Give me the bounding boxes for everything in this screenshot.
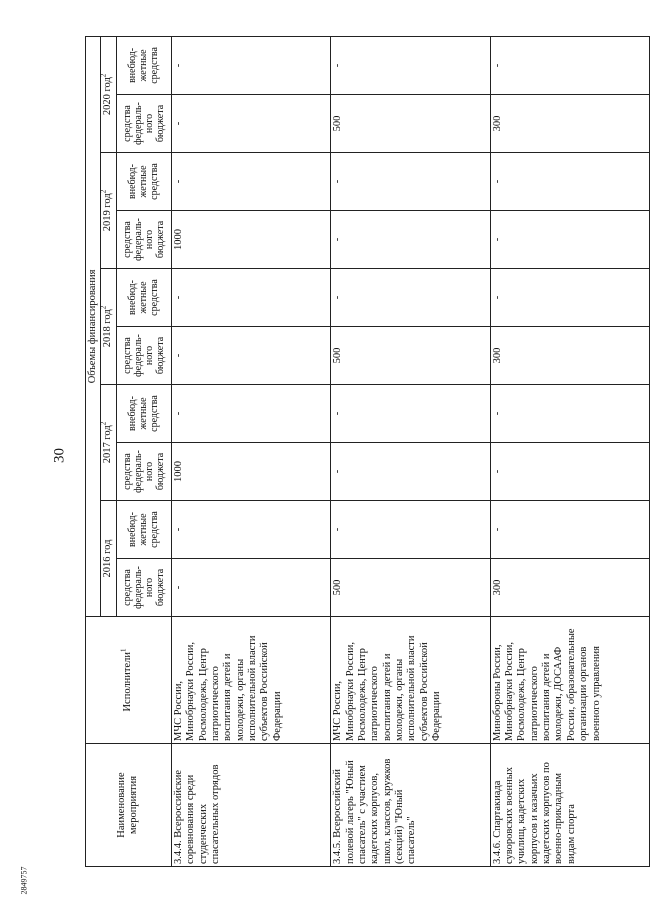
header-funding: Объемы финансирования <box>86 36 101 616</box>
page-number: 30 <box>51 448 68 463</box>
table-row <box>490 36 649 866</box>
funding-value: - <box>490 153 649 211</box>
funding-value: - <box>171 385 330 443</box>
header-extrabudgetary: внебюд-жетные средства <box>116 501 171 559</box>
funding-value: - <box>490 385 649 443</box>
funding-value: 500 <box>331 95 490 153</box>
funding-value: 300 <box>490 559 649 617</box>
document-code: 2849757 <box>19 866 29 895</box>
funding-value: - <box>171 153 330 211</box>
funding-value: - <box>490 36 649 94</box>
funding-value: 1000 <box>171 211 330 269</box>
funding-value: - <box>331 211 490 269</box>
header-year-2016: 2016 год <box>101 501 116 617</box>
funding-value: 500 <box>331 559 490 617</box>
funding-value: - <box>331 269 490 327</box>
header-year-2017: 2017 год$^2$ <box>101 385 116 501</box>
funding-value: - <box>331 153 490 211</box>
table-row <box>331 36 490 866</box>
funding-value: 300 <box>490 327 649 385</box>
funding-value: - <box>171 36 330 94</box>
activity-name: 3.4.5. Всероссийский полевой лагерь "Юный спасатель" с участием кадетских корпусов, школ, классов, кружков (секций) "Юный спасатель" <box>331 744 490 867</box>
header-federal-budget: средства федераль-ного бюджета <box>116 559 171 617</box>
header-year-2018: 2018 год$^2$ <box>101 269 116 385</box>
header-extrabudgetary: внебюд-жетные средства <box>116 269 171 327</box>
funding-value: - <box>171 327 330 385</box>
table-row <box>171 36 330 866</box>
activity-executors: МЧС России, Минобрнауки России, Росмолодежь, Центр патриотического воспитания детей и молодежи, органы исполнительной власти субъектов Российской Федерации <box>171 617 330 744</box>
activity-executors: Минобороны России, Минобрнауки России, Росмолодежь, Центр патриотического воспитания детей и молодежи, ДОСААФ России, образовательные организации органов военного управления <box>490 617 649 744</box>
header-executors: Исполнители$^1$ <box>86 617 172 744</box>
funding-value: 500 <box>331 327 490 385</box>
funding-value: 300 <box>490 95 649 153</box>
funding-value: - <box>171 95 330 153</box>
header-extrabudgetary: внебюд-жетные средства <box>116 153 171 211</box>
header-activity-name: Наименование мероприятия <box>86 744 172 867</box>
funding-table <box>85 36 650 867</box>
activity-name: 3.4.6. Спартакиада суворовских военных училищ, кадетских корпусов и казачьих кадетских корпусов по военно-прикладным видам спорта <box>490 744 649 867</box>
header-federal-budget: средства федераль-ного бюджета <box>116 327 171 385</box>
header-federal-budget: средства федераль-ного бюджета <box>116 95 171 153</box>
activity-name: 3.4.4. Всероссийские соревнования среди студенческих спасательных отрядов <box>171 744 330 867</box>
funding-value: - <box>331 36 490 94</box>
funding-value: - <box>171 501 330 559</box>
funding-value: - <box>490 443 649 501</box>
funding-value: - <box>490 269 649 327</box>
activity-executors: МЧС России, Минобрнауки России, Росмолодежь, Центр патриотического воспитания детей и молодежи, органы исполнительной власти субъектов Российской Федерации <box>331 617 490 744</box>
funding-value: - <box>490 211 649 269</box>
funding-value: - <box>331 501 490 559</box>
funding-value: - <box>171 269 330 327</box>
rotated-page-content <box>85 37 650 867</box>
funding-value: - <box>490 501 649 559</box>
header-federal-budget: средства федераль-ного бюджета <box>116 211 171 269</box>
header-year-2019: 2019 год$^2$ <box>101 153 116 269</box>
header-extrabudgetary: внебюд-жетные средства <box>116 385 171 443</box>
funding-value: 1000 <box>171 443 330 501</box>
funding-value: - <box>331 443 490 501</box>
funding-value: - <box>331 385 490 443</box>
funding-value: - <box>171 559 330 617</box>
header-extrabudgetary: внебюд-жетные средства <box>116 36 171 94</box>
header-year-2020: 2020 год$^2$ <box>101 36 116 152</box>
header-federal-budget: средства федераль-ного бюджета <box>116 443 171 501</box>
